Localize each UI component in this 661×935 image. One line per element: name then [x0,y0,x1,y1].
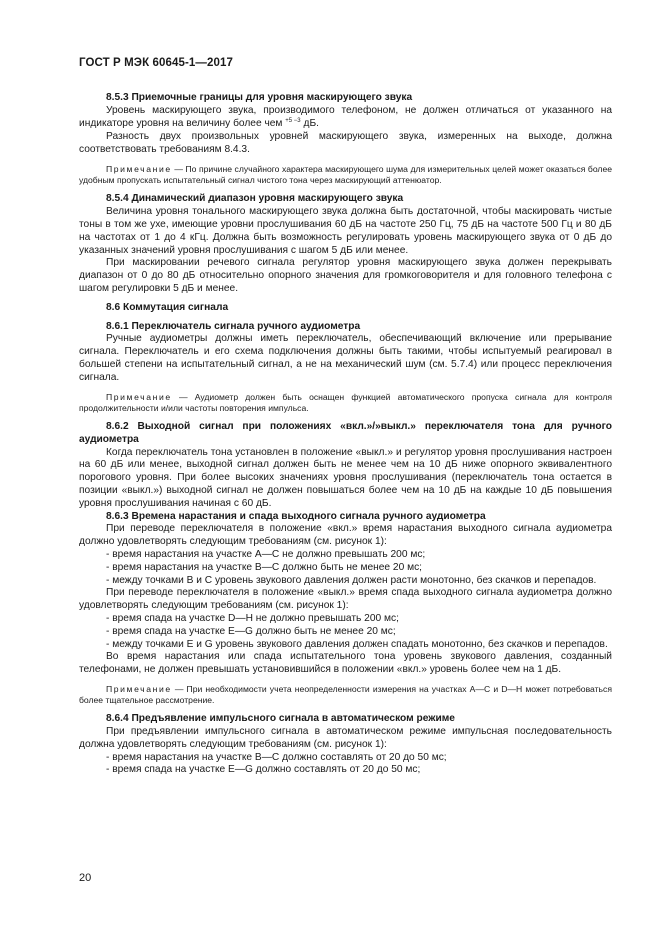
heading-8-6-3: 8.6.3 Времена нарастания и спада выходного сигнала ручного аудиометра [106,510,486,522]
heading-8-6-2: 8.6.2 Выходной сигнал при положениях «вкл.»/»выкл.» переключателя тона для ручного аудиометра [79,420,612,445]
note-text: — При необходимости учета неопределенности измерения на участках A—C и D—H может потребоваться более тщательное рассмотрение. [79,683,612,706]
page-number: 20 [79,872,92,884]
paragraph: Разность двух произвольных уровней маскирующего звука, измеренных на выходе, должна соответствовать требованиям 8.4.3. [79,131,612,156]
list-item: - между точками B и C уровень звукового давления должен расти монотонно, без скачков и перепадов. [106,574,597,586]
note [79,392,612,414]
paragraph: Когда переключатель тона установлен в положение «выкл.» и регулятор уровня прослушивания настроен на 60 дБ или менее, выходной сигнал должен быть не менее чем на 10 дБ ниже опорного эквивалентного порогового уровня. При более высоких значениях уровня прослушивания (переключатель тона остается в позиции «выкл.») выходной сигнал не должен повышаться более чем на 10 дБ на каждые 10 дБ повышения уровня прослушивания начиная с 60 дБ. [79,446,612,509]
heading-8-5-3: 8.5.3 Приемочные границы для уровня маскирующего звука [106,92,413,103]
note-label: Примечание [106,163,172,174]
heading-8-6: 8.6 Коммутация сигнала [106,301,229,313]
text-run: дБ. [303,117,319,129]
list-item: - время спада на участке D—H не должно превышать 200 мс; [106,612,399,624]
heading-8-6-1: 8.6.1 Переключатель сигнала ручного аудиометра [106,320,361,332]
paragraph: При переводе переключателя в положение «выкл.» время спада выходного сигнала аудиометра должно удовлетворять следующим требованиям (см. рисунок 1): [79,587,612,612]
paragraph: При маскировании речевого сигнала регулятор уровня маскирующего звука должен перекрывать диапазон от 0 до 80 дБ относительно опорного значения для громкоговорителя и для головного телефона с шагом регулировки 5 дБ и менее. [79,257,612,294]
list-item: - время нарастания на участке A—C не должно превышать 200 мс; [106,548,426,560]
list-item: - время спада на участке E—G должно составлять от 20 до 50 мс; [106,764,421,776]
paragraph: Ручные аудиометры должны иметь переключатель, обеспечивающий включение или прерывание сигнала. Переключатель и его схема подключения должны быть такими, чтобы испытуемый реагировал в большей степени на испытательный сигнал, а не на механический шум (см. 5.7.4) или процесс переключения сигнала. [79,333,612,383]
paragraph: Во время нарастания или спада испытательного тона уровень звукового давления, созданный телефонами, не должен превышать установившийся в положении «вкл.» уровень более чем на 1 дБ. [79,651,612,676]
heading-8-5-4: 8.5.4 Динамический диапазон уровня маскирующего звука [106,193,404,205]
note-text: — Аудиометр должен быть оснащен функцией автоматического пропуска сигнала для контроля продолжительности и/или частоты повторения импульса. [79,391,612,413]
note-label: Примечание [106,683,172,694]
note-label: Примечание [106,391,172,402]
note [79,684,612,706]
paragraph [79,105,612,132]
list-item: - время спада на участке E—G должно быть не менее 20 мс; [106,625,396,637]
text-run: Уровень маскирующего звука, производимого телефоном, не должен отличаться от указанного на индикаторе уровня на величину более чем [79,104,612,129]
note [79,164,612,186]
body-text [79,92,612,777]
list-item: - время нарастания на участке B—C должно быть не менее 20 мс; [106,561,423,573]
list-item: - между точками E и G уровень звукового давления должен спадать монотонно, без скачков и перепадов. [106,638,608,650]
paragraph: При переводе переключателя в положение «вкл.» время нарастания выходного сигнала аудиометра должно удовлетворять следующим требованиям (см. рисунок 1): [79,523,612,548]
standard-header: ГОСТ Р МЭК 60645-1—2017 [79,57,233,69]
list-item: - время нарастания на участке B—C должно составлять от 20 до 50 мс; [106,751,447,763]
paragraph: При предъявлении импульсного сигнала в автоматическом режиме импульсная последовательность должна удовлетворять следующим требованиям (см. рисунок 1): [79,726,612,750]
paragraph: Величина уровня тонального маскирующего звука должна быть достаточной, чтобы маскировать чистые тоны в том же ухе, имеющие уровни прослушивания 60 дБ на частоте 250 Гц, 75 дБ на частоте 500 Гц и 80 дБ на частотах от 1 до 4 кГц. Должна быть возможность регулировать уровень маскирующего звука от 0 дБ до указанных значений уровня прослушивания с шагом 5 дБ или менее. [79,206,612,256]
tolerance-superscript: +5 −3 [285,117,301,124]
note-text: — По причине случайного характера маскирующего шума для измерительных целей может оказаться более удобным пропускать испытательный сигнал чистого тона через маскирующий аттенюатор. [79,163,612,186]
heading-8-6-4: 8.6.4 Предъявление импульсного сигнала в автоматическом режиме [106,713,455,725]
